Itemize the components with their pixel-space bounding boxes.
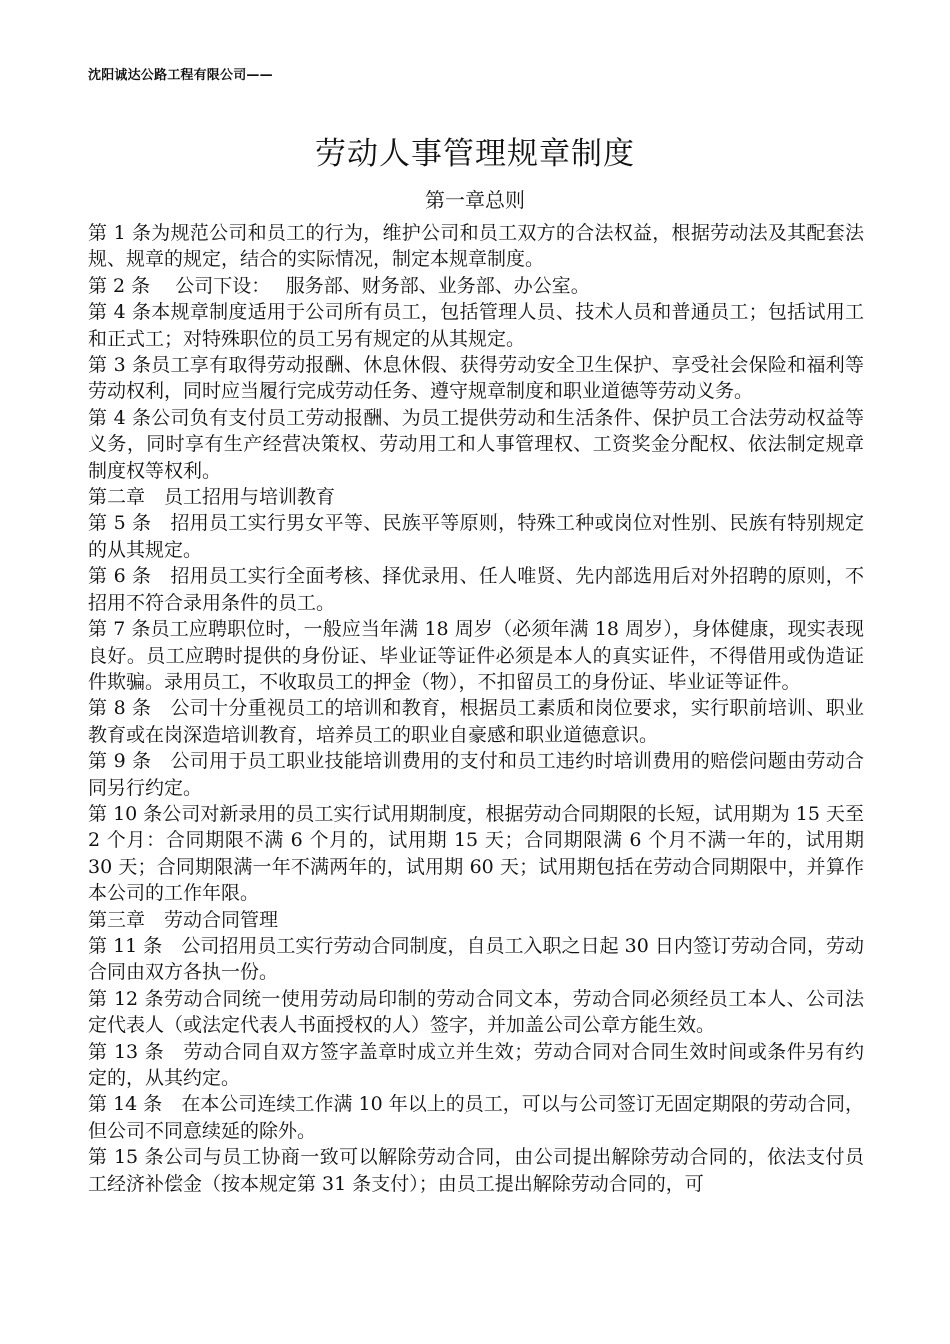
paragraph: 第 5 条 招用员工实行男女平等、民族平等原则，特殊工种或岗位对性别、民族有特别规定的从其规定。 — [88, 512, 864, 561]
paragraph: 第 7 条员工应聘职位时，一般应当年满 18 周岁（必须年满 18 周岁），身体健康，现实表现良好。员工应聘时提供的身份证、毕业证等证件必须是本人的真实证件，不得借用或伪造证件欺骗。录用员工，不收取员工的押金（物），不扣留员工的身份证、毕业证等证件。 — [88, 618, 864, 693]
chapter-heading: 第一章总则 — [425, 188, 525, 212]
paragraph: 第 8 条 公司十分重视员工的培训和教育，根据员工素质和岗位要求，实行职前培训、职业教育或在岗深造培训教育，培养员工的职业自豪感和职业道德意识。 — [88, 697, 864, 746]
paragraph: 第 12 条劳动合同统一使用劳动局印制的劳动合同文本，劳动合同必须经员工本人、公司法定代表人（或法定代表人书面授权的人）签字，并加盖公司公章方能生效。 — [88, 987, 864, 1037]
paragraph: 第 13 条 劳动合同自双方签字盖章时成立并生效；劳动合同对合同生效时间或条件另有约定的，从其约定。 — [88, 1040, 864, 1089]
section-heading: 第二章 员工招用与培训教育 — [88, 486, 336, 509]
document-body — [88, 220, 864, 1197]
paragraph: 第 4 条本规章制度适用于公司所有员工，包括管理人员、技术人员和普通员工；包括试用工和正式工；对特殊职位的员工另有规定的从其规定。 — [88, 301, 864, 350]
document-title: 劳动人事管理规章制度 — [315, 136, 635, 172]
paragraph: 第 10 条公司对新录用的员工实行试用期制度，根据劳动合同期限的长短，试用期为 15 天至 2 个月：合同期限不满 6 个月的，试用期 15 天；合同期限满 6 个月不满一年的，试用期 30 天；合同期限满一年不满两年的，试用期 60 天；试用期包括在劳动合同期限中，并算作本公司的工作年限。 — [88, 802, 864, 905]
paragraph: 第 6 条 招用员工实行全面考核、择优录用、任人唯贤、先内部选用后对外招聘的原则，不招用不符合录用条件的员工。 — [88, 565, 864, 614]
paragraph: 第 1 条为规范公司和员工的行为，维护公司和员工双方的合法权益，根据劳动法及其配套法规、规章的规定，结合的实际情况，制定本规章制度。 — [88, 222, 864, 271]
section-heading: 第三章 劳动合同管理 — [88, 908, 279, 931]
paragraph: 第 9 条 公司用于员工职业技能培训费用的支付和员工违约时培训费用的赔偿问题由劳动合同另行约定。 — [88, 750, 864, 799]
paragraph: 第 11 条 公司招用员工实行劳动合同制度，自员工入职之日起 30 日内签订劳动合同，劳动合同由双方各执一份。 — [88, 934, 864, 984]
paragraph: 第 2 条 公司下设： 服务部、财务部、业务部、办公室。 — [88, 274, 590, 297]
paragraph: 第 14 条 在本公司连续工作满 10 年以上的员工，可以与公司签订无固定期限的劳动合同，但公司不同意续延的除外。 — [88, 1093, 864, 1142]
paragraph: 第 3 条员工享有取得劳动报酬、休息休假、获得劳动安全卫生保护、享受社会保险和福利等劳动权利，同时应当履行完成劳动任务、遵守规章制度和职业道德等劳动义务。 — [88, 354, 864, 403]
company-header: 沈阳诚达公路工程有限公司—— — [88, 68, 273, 83]
paragraph: 第 15 条公司与员工协商一致可以解除劳动合同，由公司提出解除劳动合同的，依法支付员工经济补偿金（按本规定第 31 条支付）；由员工提出解除劳动合同的，可 — [88, 1146, 864, 1195]
paragraph: 第 4 条公司负有支付员工劳动报酬、为员工提供劳动和生活条件、保护员工合法劳动权益等义务，同时享有生产经营决策权、劳动用工和人事管理权、工资奖金分配权、依法制定规章制度权等权利。 — [88, 406, 864, 482]
